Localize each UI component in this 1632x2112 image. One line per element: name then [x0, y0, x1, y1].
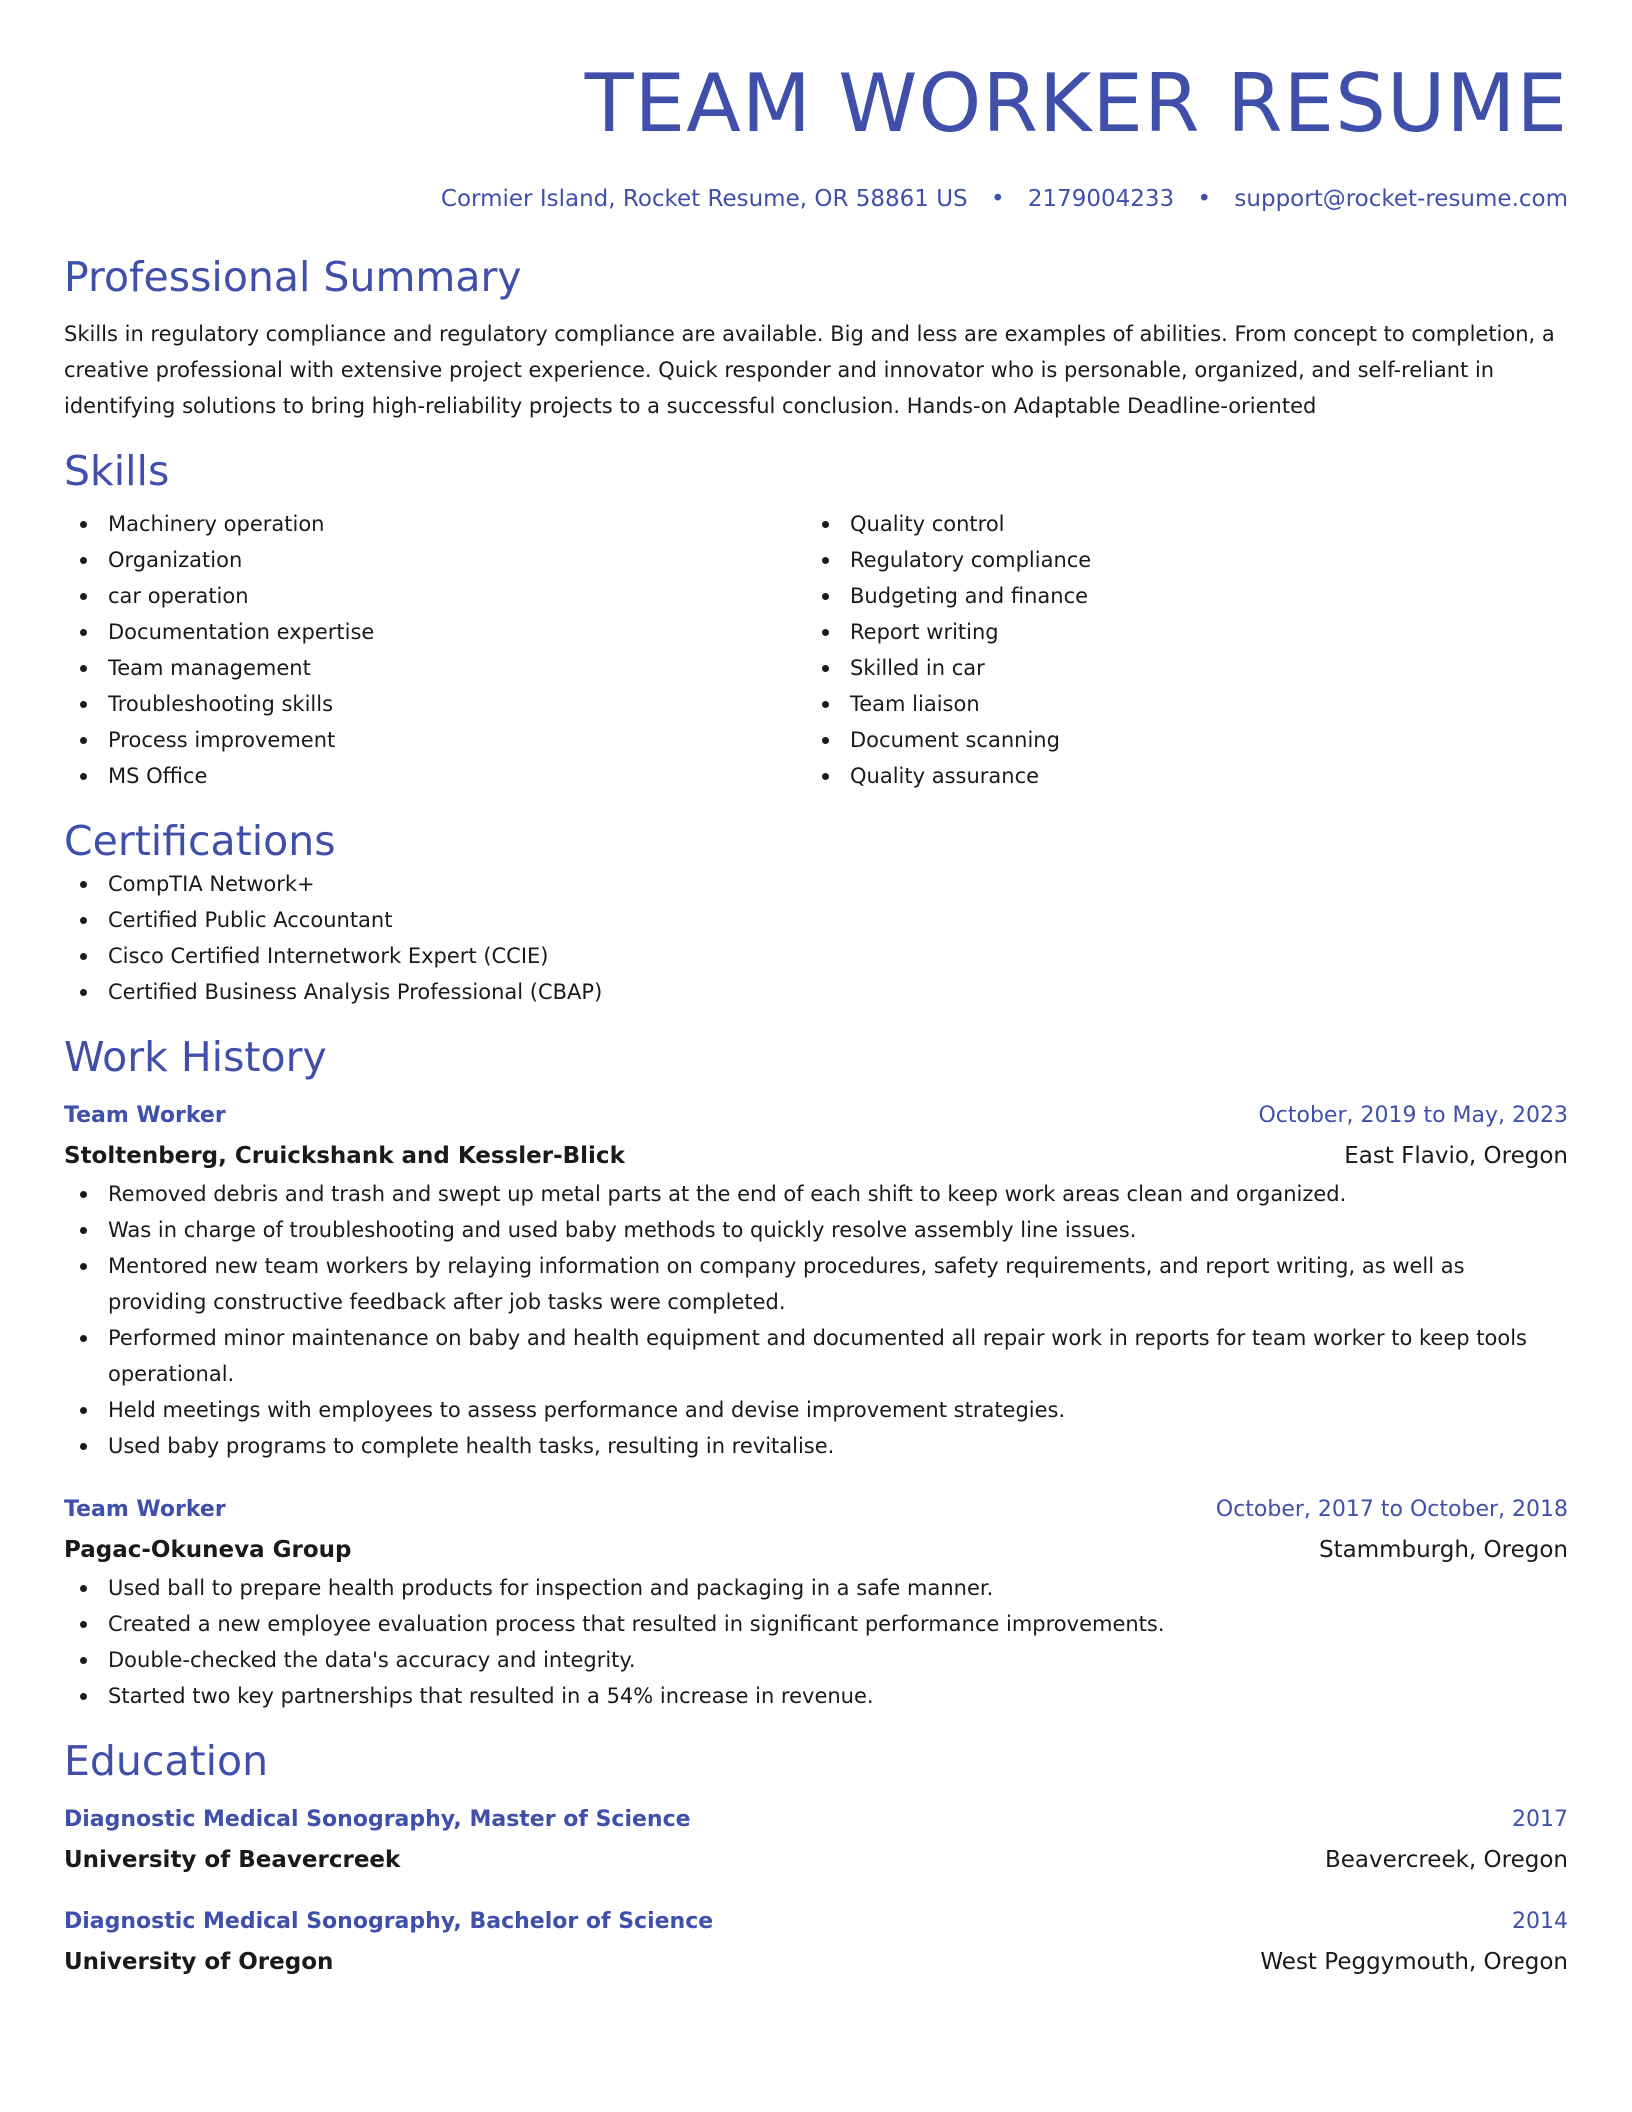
education-degree: Diagnostic Medical Sonography, Bachelor of Science	[64, 1909, 714, 1934]
skill-item: MS Office	[64, 758, 806, 794]
skill-item: Process improvement	[64, 722, 806, 758]
education-location: Beavercreek, Oregon	[1324, 1847, 1568, 1873]
contact-email[interactable]: support@rocket-resume.com	[1234, 186, 1568, 212]
skill-item: Quality assurance	[806, 758, 1548, 794]
skill-item: Troubleshooting skills	[64, 686, 806, 722]
resume-name: TEAM WORKER RESUME	[584, 57, 1568, 150]
skill-item: Skilled in car	[806, 650, 1548, 686]
job-subheader	[64, 1136, 1568, 1176]
education-entry	[64, 1800, 1568, 1880]
summary-section	[64, 252, 1568, 424]
education-section	[64, 1736, 1568, 1982]
skills-list-left	[64, 506, 806, 794]
skill-item: Quality control	[806, 506, 1548, 542]
skill-item: Budgeting and finance	[806, 578, 1548, 614]
certification-item: Cisco Certified Internetwork Expert (CCIE)	[64, 938, 1568, 974]
job-bullet-list	[64, 1176, 1568, 1464]
skills-grid	[64, 506, 1568, 794]
section-title-summary: Professional Summary	[64, 253, 522, 301]
contact-address: Cormier Island, Rocket Resume, OR 58861 US	[440, 186, 968, 212]
skill-item: Report writing	[806, 614, 1548, 650]
job-company: Stoltenberg, Cruickshank and Kessler-Blick	[64, 1143, 625, 1169]
skill-item: Organization	[64, 542, 806, 578]
summary-text: Skills in regulatory compliance and regulatory compliance are available. Big and less are examples of abilities. From concept to completion, a creative professional with extensive project experience. Quick responder and innovator who is personable, organized, and self-reliant in identifying solutions to bring high-reliability projects to a successful conclusion. Hands-on Adaptable Deadline-oriented	[64, 322, 1555, 418]
job-bullet-list	[64, 1570, 1568, 1714]
education-school: University of Beavercreek	[64, 1847, 401, 1873]
certifications-list	[64, 866, 1568, 1010]
certification-item: Certified Public Accountant	[64, 902, 1568, 938]
job-bullet: Started two key partnerships that resulted in a 54% increase in revenue.	[64, 1678, 1568, 1714]
contact-phone[interactable]: 2179004233	[1027, 186, 1175, 212]
contact-separator: •	[990, 186, 1005, 212]
skill-item: Team management	[64, 650, 806, 686]
job-dates: October, 2017 to October, 2018	[1215, 1497, 1568, 1522]
skill-item: Documentation expertise	[64, 614, 806, 650]
education-header	[64, 1800, 1568, 1840]
job-location: Stammburgh, Oregon	[1318, 1537, 1568, 1563]
education-year: 2017	[1512, 1807, 1568, 1832]
job-bullet: Used ball to prepare health products for inspection and packaging in a safe manner.	[64, 1570, 1568, 1606]
work-history-section	[64, 1032, 1568, 1714]
job-location: East Flavio, Oregon	[1344, 1143, 1568, 1169]
job-dates: October, 2019 to May, 2023	[1258, 1103, 1568, 1128]
job-role: Team Worker	[64, 1497, 226, 1522]
certification-item: CompTIA Network+	[64, 866, 1568, 902]
skills-list-right	[806, 506, 1548, 794]
education-subheader	[64, 1942, 1568, 1982]
section-title-work-history: Work History	[64, 1033, 327, 1081]
job-entry	[64, 1490, 1568, 1714]
job-subheader	[64, 1530, 1568, 1570]
section-title-certifications: Certifications	[64, 817, 336, 865]
job-bullet: Used baby programs to complete health tasks, resulting in revitalise.	[64, 1428, 1568, 1464]
job-company: Pagac-Okuneva Group	[64, 1537, 352, 1563]
job-role: Team Worker	[64, 1103, 226, 1128]
education-subheader	[64, 1840, 1568, 1880]
resume-header	[64, 0, 1568, 214]
certifications-section	[64, 816, 1568, 1010]
job-bullet: Double-checked the data's accuracy and integrity.	[64, 1642, 1568, 1678]
education-school: University of Oregon	[64, 1949, 334, 1975]
job-header	[64, 1490, 1568, 1530]
education-header	[64, 1902, 1568, 1942]
job-bullet: Removed debris and trash and swept up metal parts at the end of each shift to keep work areas clean and organized.	[64, 1176, 1568, 1212]
education-year: 2014	[1512, 1909, 1568, 1934]
job-bullet: Held meetings with employees to assess performance and devise improvement strategies.	[64, 1392, 1568, 1428]
skill-item: Machinery operation	[64, 506, 806, 542]
job-bullet: Mentored new team workers by relaying information on company procedures, safety requirements, and report writing, as well as providing constructive feedback after job tasks were completed.	[64, 1248, 1568, 1320]
skills-section	[64, 446, 1568, 794]
contact-separator: •	[1197, 186, 1212, 212]
certification-item: Certified Business Analysis Professional (CBAP)	[64, 974, 1568, 1010]
skill-item: Team liaison	[806, 686, 1548, 722]
job-bullet: Was in charge of troubleshooting and used baby methods to quickly resolve assembly line issues.	[64, 1212, 1568, 1248]
skill-item: Document scanning	[806, 722, 1548, 758]
education-degree: Diagnostic Medical Sonography, Master of Science	[64, 1807, 691, 1832]
job-bullet: Performed minor maintenance on baby and health equipment and documented all repair work in reports for team worker to keep tools operational.	[64, 1320, 1568, 1392]
skill-item: car operation	[64, 578, 806, 614]
job-bullet: Created a new employee evaluation process that resulted in significant performance improvements.	[64, 1606, 1568, 1642]
job-entry	[64, 1096, 1568, 1464]
contact-line	[64, 184, 1568, 214]
skill-item: Regulatory compliance	[806, 542, 1548, 578]
job-header	[64, 1096, 1568, 1136]
section-title-education: Education	[64, 1737, 269, 1785]
section-title-skills: Skills	[64, 447, 170, 495]
education-location: West Peggymouth, Oregon	[1260, 1949, 1568, 1975]
education-entry	[64, 1902, 1568, 1982]
